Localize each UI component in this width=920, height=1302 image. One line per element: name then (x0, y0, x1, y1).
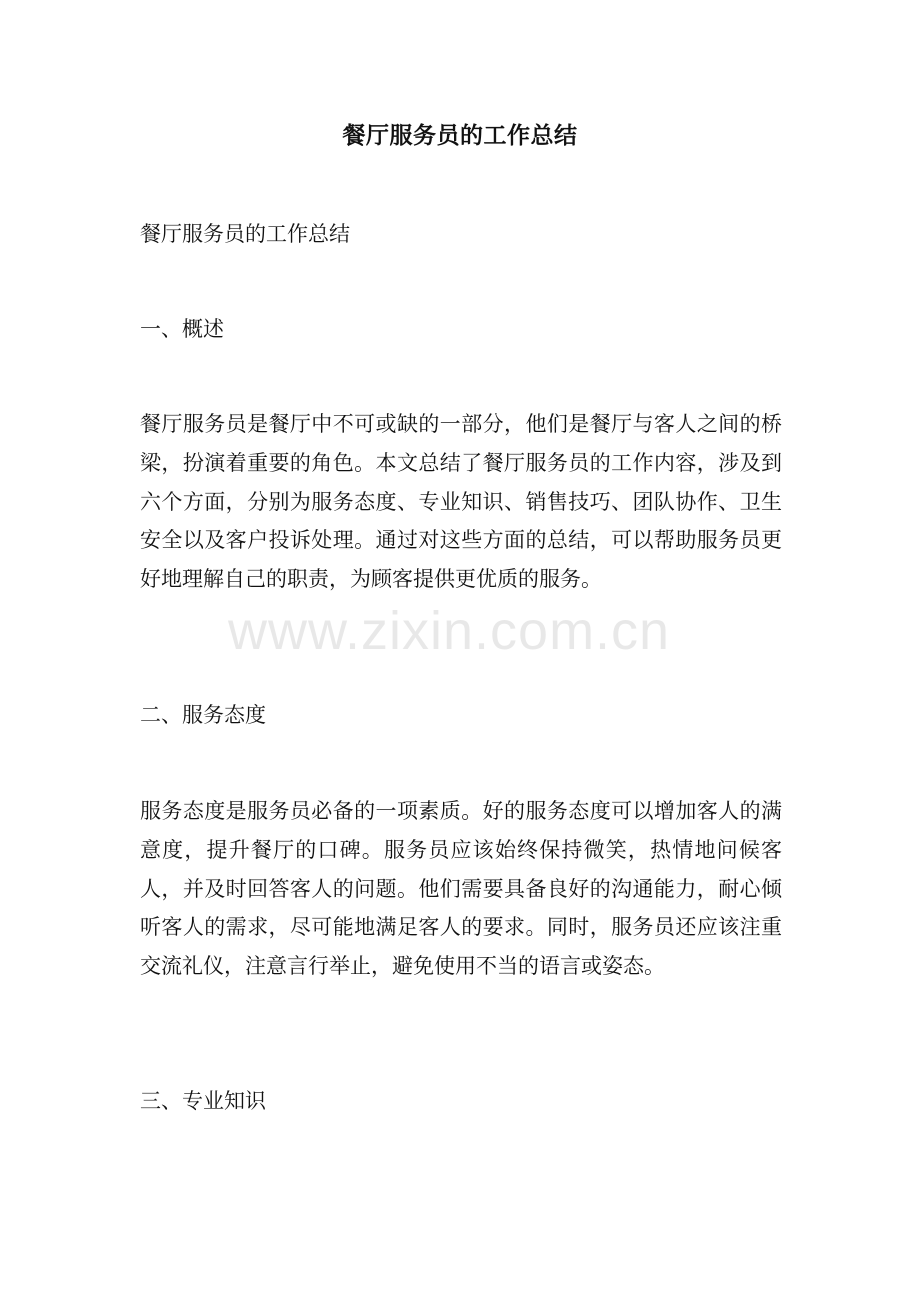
document-subtitle: 餐厅服务员的工作总结 (140, 222, 350, 246)
watermark-text: www.zixin.com.cn (228, 601, 671, 661)
section-heading-overview: 一、概述 (140, 317, 224, 341)
section-paragraph-service-attitude: 服务态度是服务员必备的一项素质。好的服务态度可以增加客人的满意度，提升餐厅的口碑。服务员应该始终保持微笑，热情地问候客人，并及时回答客人的问题。他们需要具备良好的沟通能力，耐心倾听客人的需求，尽可能地满足客人的要求。同时，服务员还应该注重交流礼仪，注意言行举止，避免使用不当的语言或姿态。 (140, 799, 782, 979)
section-heading-professional-knowledge: 三、专业知识 (140, 1089, 266, 1113)
document-title: 餐厅服务员的工作总结 (342, 122, 578, 149)
section-heading-service-attitude: 二、服务态度 (140, 703, 266, 727)
section-paragraph-overview: 餐厅服务员是餐厅中不可或缺的一部分，他们是餐厅与客人之间的桥梁，扮演着重要的角色。本文总结了餐厅服务员的工作内容，涉及到六个方面，分别为服务态度、专业知识、销售技巧、团队协作、卫生安全以及客户投诉处理。通过对这些方面的总结，可以帮助服务员更好地理解自己的职责，为顾客提供更优质的服务。 (140, 412, 782, 592)
